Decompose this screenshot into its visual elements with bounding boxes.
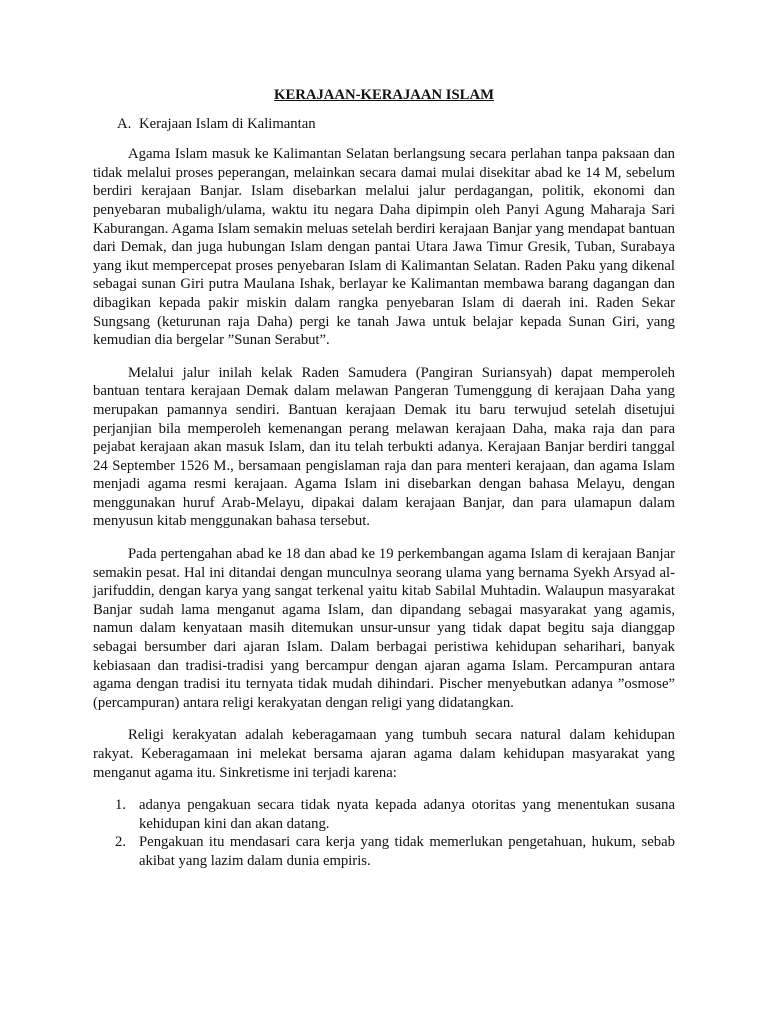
list-item — [93, 796, 675, 833]
paragraph-1: Agama Islam masuk ke Kalimantan Selatan berlangsung secara perlahan tanpa paksaan dan tidak melalui proses peperangan, melainkan secara damai mulai disekitar abad ke 14 M, sebelum berdiri kerajaan Banjar. Islam disebarkan melalui jalur perdagangan, politik, ekonomi dan penyebaran mubaligh/ulama, waktu itu negara Daha dipimpin oleh Panyi Agung Maharaja Sari Kaburangan. Agama Islam semakin meluas setelah berdiri kerajaan Banjar yang mendapat bantuan dari Demak, dan juga hubungan Islam dengan pantai Utara Jawa Timur Gresik, Tuban, Surabaya yang ikut mempercepat proses penyebaran Islam di Kalimantan Selatan. Raden Paku yang dikenal sebagai sunan Giri putra Maulana Ishak, berlayar ke Kalimantan membawa barang dagangan dan dibagikan kepada pakir miskin dalam rangka penyebaran Islam di daerah ini. Raden Sekar Sungsang (keturunan raja Daha) pergi ke tanah Jawa untuk belajar kepada Sunan Giri, yang kemudian dia bergelar ”Sunan Serabut”. — [93, 146, 675, 349]
section-marker: A. — [117, 115, 132, 132]
paragraph-3: Pada pertengahan abad ke 18 dan abad ke 19 perkembangan agama Islam di kerajaan Banjar semakin pesat. Hal ini ditandai dengan munculnya seorang ulama yang bernama Syekh Arsyad al-jarifuddin, dengan karya yang sangat terkenal yaitu kitab Sabilal Muhtadin. Walaupun masyarakat Banjar sudah lama menganut agama Islam, dan dipandang sebagai masyarakat yang agamis, namun dalam kenyataan masih ditemukan unsur-unsur yang tidak dapat begitu saja dianggap sebagai bersumber dari ajaran Islam. Dalam berbagai peristiwa kehidupan seharihari, banyak kebiasaan dan tradisi-tradisi yang bercampur dengan ajaran agama Islam. Percampuran antara agama dengan tradisi itu ternyata tidak mudah dihindari. Pischer menyebutkan adanya ”osmose” (percampuran) antara religi kerakyatan dengan religi yang didatangkan. — [93, 546, 675, 711]
section-heading — [93, 115, 675, 134]
list-text: adanya pengakuan secara tidak nyata kepada adanya otoritas yang menentukan susana kehidupan kini dan akan datang. — [139, 797, 675, 832]
document-title: KERAJAAN-KERAJAAN ISLAM — [274, 87, 494, 103]
section-title: Kerajaan Islam di Kalimantan — [139, 115, 316, 132]
list-number: 1. — [115, 797, 127, 814]
list-number: 2. — [115, 834, 127, 851]
list-item — [93, 833, 675, 870]
list-text: Pengakuan itu mendasari cara kerja yang tidak memerlukan pengetahuan, hukum, sebab akibat yang lazim dalam dunia empiris. — [139, 834, 675, 869]
paragraph-2: Melalui jalur inilah kelak Raden Samudera (Pangiran Suriansyah) dapat memperoleh bantuan tentara kerajaan Demak dalam melawan Pangeran Tumenggung di kerajaan Daha yang merupakan pamannya sendiri. Bantuan kerajaan Demak itu baru terwujud setelah disetujui perjanjian bila memperoleh kemenangan perang melawan kerajaan Daha, maka raja dan para pejabat kerajaan akan masuk Islam, dan itu telah terbukti adanya. Kerajaan Banjar berdiri tanggal 24 September 1526 M., bersamaan pengislaman raja dan para menteri kerajaan, dan agama Islam menjadi agama resmi kerajaan. Agama Islam ini disebarkan dengan bahasa Melayu, dengan menggunakan huruf Arab-Melayu, dipakai dalam kerajaan Banjar, dan para ulamapun dalam menyusun kitab menggunakan bahasa tersebut. — [93, 364, 675, 530]
numbered-list — [93, 796, 675, 870]
paragraph-4: Religi kerakyatan adalah keberagamaan yang tumbuh secara natural dalam kehidupan rakyat. Keberagamaan ini melekat bersama ajaran agama dalam kehidupan masyarakat yang menganut agama itu. Sinkretisme ini terjadi karena: — [93, 727, 675, 781]
